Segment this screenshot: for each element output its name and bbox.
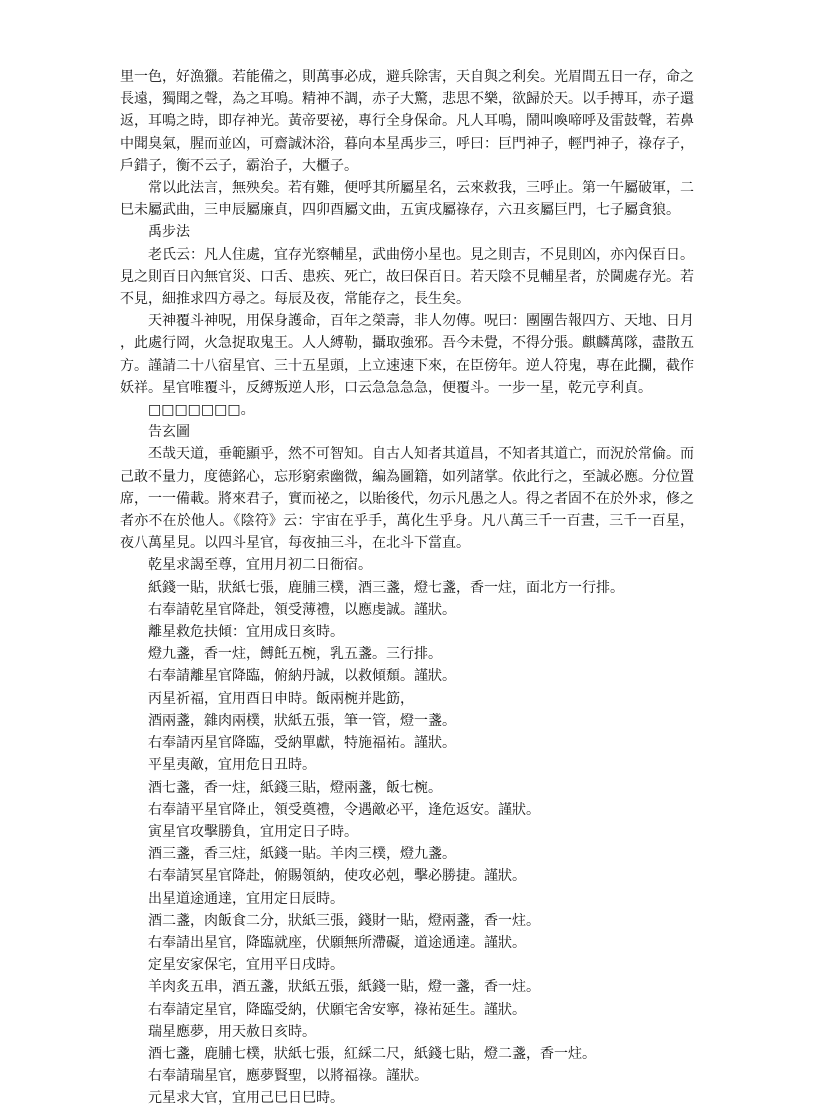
ritual-line: 酒兩盞，雜肉兩樸，狀紙五張，筆一管，燈一盞。: [148, 712, 456, 729]
ritual-line: 右奉請冥星官降赴，俯賜領納，使攻必剋，擊必勝捷。謹狀。: [148, 868, 526, 885]
missing-characters-line: □□□□□□□。: [148, 402, 255, 419]
section-heading-gaoxuan: 告玄圖: [148, 424, 190, 441]
ritual-line: 酒三盞，香三炷，紙錢一貼。羊肉三樸，燈九盞。: [148, 846, 456, 863]
ritual-line: 酒七盞，鹿脯七樸，狀紙七張，紅綵二尺，紙錢七貼，燈二盞，香一炷。: [148, 1045, 596, 1062]
ritual-line: 寅星官攻擊勝負，宜用定日子時。: [148, 823, 358, 840]
ritual-line: 右奉請丙星官降臨，受納單獻，特施福祐。謹狀。: [148, 735, 456, 752]
ritual-line: 出星道途通達，宜用定日辰時。: [148, 890, 344, 907]
ritual-line: 元星求大官，宜用己巳日巳時。: [148, 1090, 344, 1107]
ritual-line: 右奉請離星官降臨，俯納丹誠，以救傾頹。謹狀。: [148, 668, 456, 685]
paragraph-1: 常以此法言，無殃矣。若有難，便呼其所屬星名，云來救我，三呼止。第一午屬破軍，二巳未屬武曲，三申辰屬廉貞，四卯酉屬文曲，五寅戌屬祿存，六丑亥屬巨門，七子屬貪狼。: [120, 180, 694, 219]
document-page: [120, 66, 694, 1110]
ritual-line: 燈九盞，香一炷，餺飥五椀，乳五盞。三行排。: [148, 646, 442, 663]
paragraph-3: 老氏云：凡人住處，宜存光察輔星，武曲傍小星也。見之則吉，不見則凶，亦內保百日。見之則百日內無官災、口舌、患疾、死亡，故曰保百日。若天陰不見輔星者，於閫處存光。若不見，細推求四方尋之。每辰及夜，常能存之，長生矣。: [120, 246, 694, 308]
ritual-line: 丙星祈福，宜用酉日申時。飯兩椀并匙筯，: [148, 690, 414, 707]
paragraph-7: 丕哉天道，垂範顯乎，然不可智知。自古人知者其道昌，不知者其道亡，而況於常倫。而己敢不量力，度德銘心，忘形窮索幽微，編為圖籍，如列諸掌。依此行之，至誠必應。分位置席，一一備載。將來君子，實而祕之，以貽後代，勿示凡愚之人。得之者固不在於外求，修之者亦不在於他人。《陰符》云：宇宙在乎手，萬化生乎身。凡八萬三千一百晝，三千一百星，夜八萬星見。以四斗星官，每夜抽三斗，在北斗下當直。: [120, 446, 694, 552]
ritual-line: 定星安家保宅，宜用平日戌時。: [148, 957, 344, 974]
ritual-line: 羊肉炙五串，酒五盞，狀紙五張，紙錢一貼，燈一盞，香一炷。: [148, 979, 540, 996]
ritual-line: 酒二盞，肉飯食二分，狀紙三張，錢財一貼，燈兩盞，香一炷。: [148, 912, 540, 929]
paragraph-0: 里一色，好漁獵。若能備之，則萬事必成，避兵除害，天自與之利矣。光眉間五日一存，命之長遠，獨聞之聲，為之耳鳴。精神不調，赤子大驚，悲思不樂，欲歸於天。以手搏耳，赤子還返，耳鳴之時，即存神光。黃帝要祕，專行全身保命。凡人耳鳴，鬧叫喚啼呼及雷鼓聲，若鼻中聞臭氣，腥而並凶，可齋誠沐浴，暮向本星禹步三，呼曰：巨門神子，輕門神子，祿存子，戶錯子，衡不云子，霸治子，大櫃子。: [120, 69, 694, 174]
ritual-line: 離星救危扶傾：宜用成日亥時。: [148, 624, 344, 641]
ritual-line: 右奉請平星官降止，領受奠禮，令遇敵必平，逢危返安。謹狀。: [148, 801, 540, 818]
ritual-line: 平星夷敵，宜用危日丑時。: [148, 757, 316, 774]
ritual-line: 右奉請定星官，降臨受納，伏願宅舍安寧，祿祐延生。謹狀。: [148, 1001, 526, 1018]
ritual-line: 紙錢一貼，狀紙七張，鹿脯三樸，酒三盞，燈七盞，香一炷，面北方一行排。: [148, 579, 624, 596]
ritual-line: 酒七盞，香一炷，紙錢三貼，燈兩盞，飯七椀。: [148, 779, 442, 796]
ritual-line: 乾星求謁至尊，宜用月初二日衙宿。: [148, 557, 372, 574]
ritual-line: 右奉請出星官，降臨就座，伏願無所滯礙，道途通達。謹狀。: [148, 934, 526, 951]
section-heading-yubu: 禹步法: [148, 224, 190, 241]
ritual-line: 右奉請瑞星官，應夢賢聖，以將福祿。謹狀。: [148, 1068, 428, 1085]
ritual-line: 右奉請乾星官降赴，領受薄禮，以應虔誠。謹狀。: [148, 601, 456, 618]
ritual-line: 瑞星應夢，用天赦日亥時。: [148, 1023, 316, 1040]
paragraph-4: 天神覆斗神呪，用保身護命，百年之榮壽，非人勿傳。呪曰：團團告報四方、天地、日月，此處行岡，火急捉取鬼王。人人縛勒，攝取強邪。吾今未覺，不得分張。麒麟萬隊，盡散五方。謹請二十八宿星官、三十五星頭，上立速速下來，在臣傍年。逆人符鬼，專在此攔，截作妖祥。星官唯覆斗，反縛叛逆人形，口云急急急急，便覆斗。一步一星，乾元亨利貞。: [120, 313, 694, 396]
